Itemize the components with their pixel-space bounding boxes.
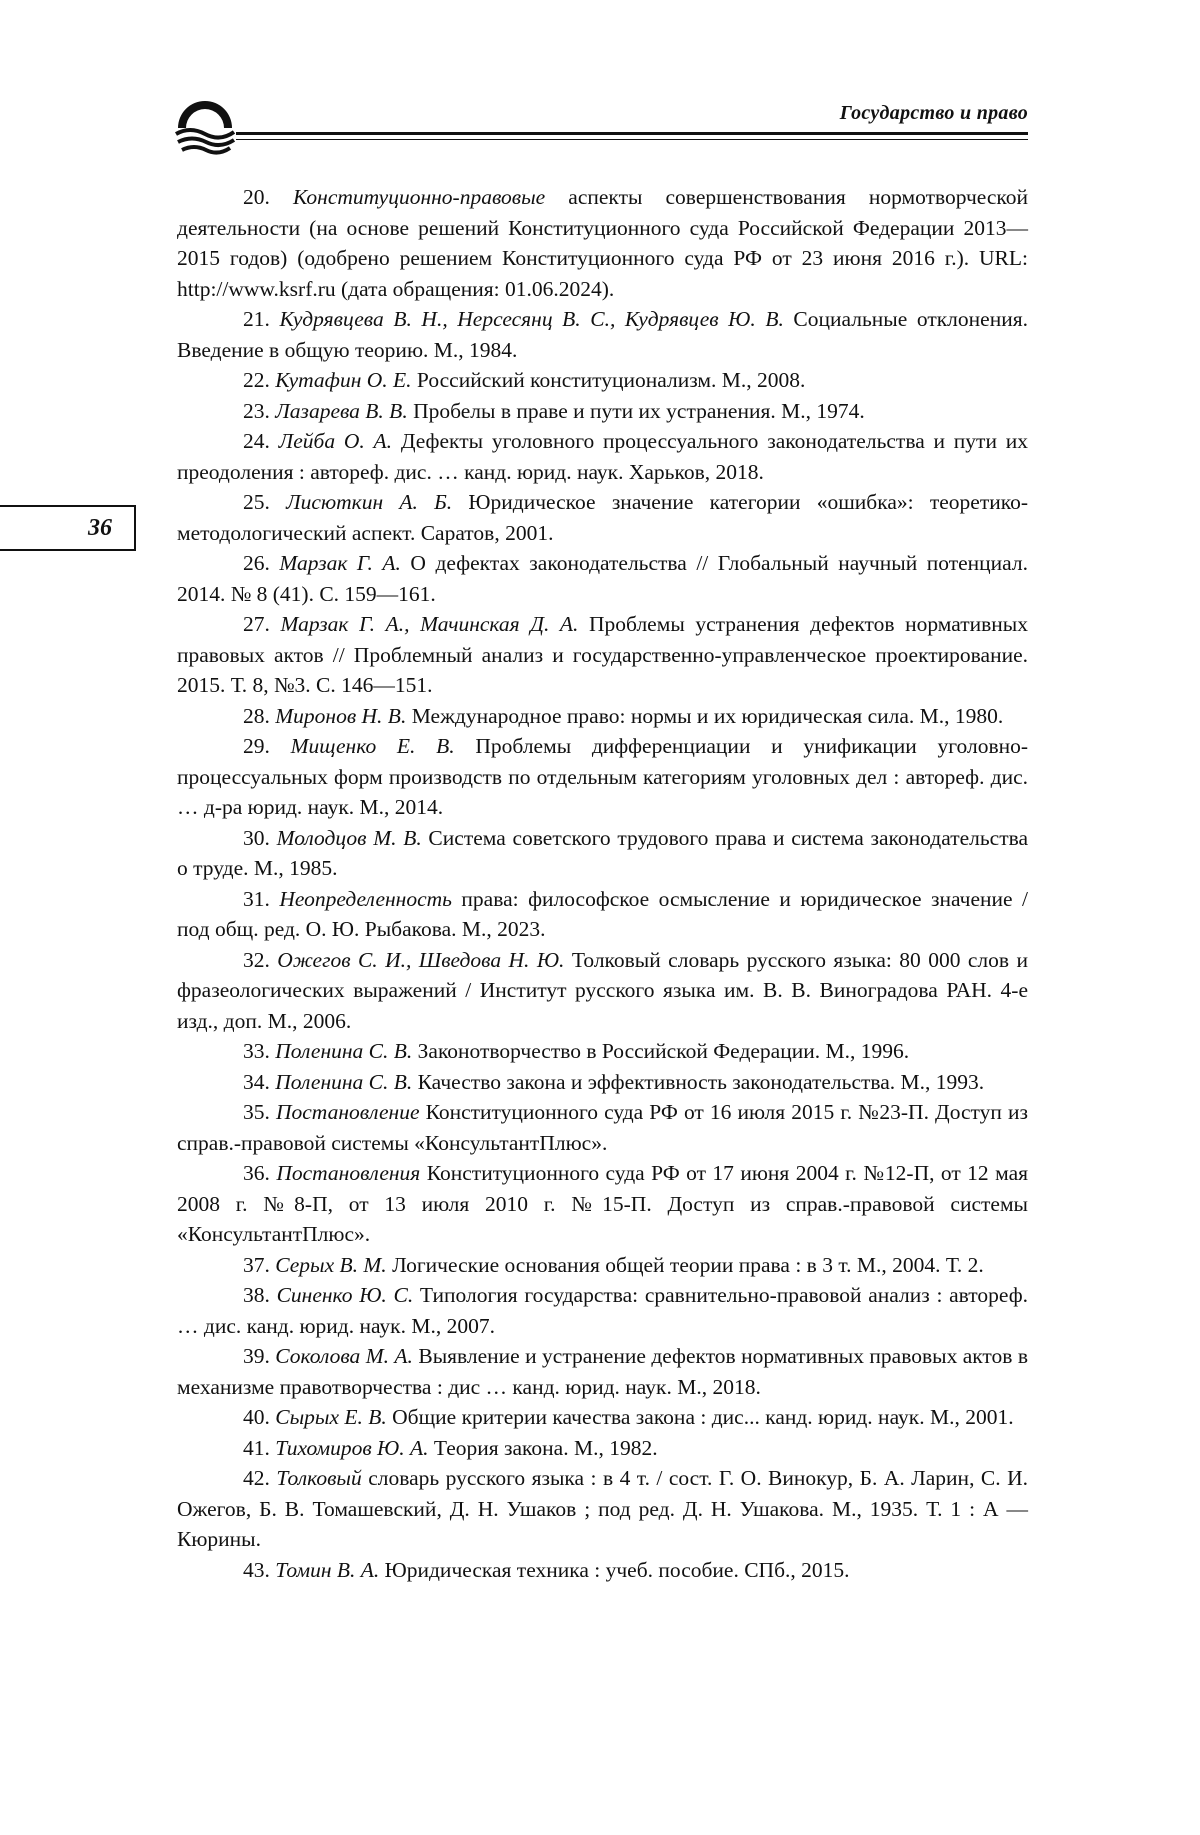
reference-item xyxy=(177,1067,1028,1098)
reference-text: Выявление и устранение дефектов нормативных правовых актов в механизме правотворчества : дис … канд. юрид. наук. М., 2018. xyxy=(177,1344,1029,1399)
reference-author: Сырых Е. В. xyxy=(275,1405,387,1429)
reference-author: Марзак Г. А., Мачинская Д. А. xyxy=(280,612,579,636)
reference-item xyxy=(177,1250,1028,1281)
reference-text: Законотворчество в Российской Федерации. М., 1996. xyxy=(412,1039,910,1063)
header-rule-thin xyxy=(236,139,1028,140)
reference-author: Мищенко Е. В. xyxy=(290,734,455,758)
reference-text: Проблемы дифференциации и унификации уголовно-процессуальных форм производств по отдельным категориям уголовных дел : автореф. дис. … д-ра юрид. наук. М., 2014. xyxy=(177,734,1029,819)
header-rule-thick xyxy=(236,132,1028,135)
reference-number: 35. xyxy=(243,1100,270,1124)
reference-author: Неопределенность xyxy=(279,886,452,911)
reference-list xyxy=(177,182,1028,1585)
reference-number: 22. xyxy=(243,368,270,392)
reference-author: Серых В. М. xyxy=(275,1252,387,1277)
reference-text: Международное право: нормы и их юридическая сила. М., 1980. xyxy=(406,703,1004,728)
reference-text: О дефектах законодательства // Глобальный научный потенциал. 2014. № 8 (41). С. 159—161. xyxy=(177,551,1028,606)
reference-number: 36. xyxy=(243,1161,270,1185)
reference-text: Проблемы устранения дефектов нормативных правовых актов // Проблемный анализ и государственно-управленческое проектирование. 2015. Т. 8, №3. С. 146—151. xyxy=(177,612,1028,697)
reference-item xyxy=(177,1097,1028,1158)
reference-number: 39. xyxy=(243,1344,270,1368)
reference-item xyxy=(177,945,1028,1037)
reference-author: Поленина С. В. xyxy=(275,1039,413,1063)
reference-number: 40. xyxy=(243,1405,270,1429)
reference-number: 37. xyxy=(243,1252,270,1277)
reference-text: Система советского трудового права и система законодательства о труде. М., 1985. xyxy=(177,825,1029,880)
reference-author: Постановление xyxy=(275,1100,420,1124)
reference-text: Пробелы в праве и пути их устранения. М., 1974. xyxy=(407,398,865,423)
reference-author: Кутафин О. Е. xyxy=(275,368,412,392)
page-header xyxy=(172,92,1028,162)
reference-item xyxy=(177,1036,1028,1067)
reference-item xyxy=(177,365,1028,396)
reference-number: 42. xyxy=(243,1466,270,1490)
reference-item xyxy=(177,1555,1028,1586)
reference-item xyxy=(177,1158,1028,1250)
reference-text: права: философское осмысление и юридическое значение / под общ. ред. О. Ю. Рыбакова. М., 2023. xyxy=(177,886,1029,941)
reference-item xyxy=(177,731,1028,823)
reference-item xyxy=(177,548,1028,609)
reference-author: Конституционно-правовые xyxy=(292,185,546,209)
reference-item xyxy=(177,1280,1028,1341)
reference-item xyxy=(177,1341,1028,1402)
page-number-tab xyxy=(0,505,136,551)
reference-author: Ожегов С. И., Шведова Н. Ю. xyxy=(277,947,565,972)
reference-author: Томин В. А. xyxy=(275,1557,380,1582)
reference-author: Кудрявцева В. Н., Нерсесянц В. С., Кудрявцев Ю. В. xyxy=(279,307,784,331)
reference-item xyxy=(177,1433,1028,1464)
reference-item xyxy=(177,304,1028,365)
reference-author: Тихомиров Ю. А. xyxy=(275,1435,429,1460)
journal-title: Государство и право xyxy=(839,102,1028,124)
reference-number: 38. xyxy=(243,1283,270,1307)
reference-number: 43. xyxy=(243,1557,270,1582)
reference-number: 31. xyxy=(243,886,270,911)
reference-text: Юридическая техника : учеб. пособие. СПб., 2015. xyxy=(379,1557,850,1582)
journal-logo-icon xyxy=(172,98,238,158)
reference-number: 28. xyxy=(243,703,270,728)
reference-author: Миронов Н. В. xyxy=(275,703,407,728)
reference-number: 33. xyxy=(243,1039,270,1063)
reference-text: Теория закона. М., 1982. xyxy=(428,1435,658,1460)
reference-number: 30. xyxy=(243,825,270,850)
reference-item xyxy=(177,1463,1028,1555)
reference-number: 24. xyxy=(243,429,270,453)
reference-number: 21. xyxy=(243,307,270,331)
reference-number: 32. xyxy=(243,947,270,972)
reference-text: словарь русского языка : в 4 т. / сост. Г. О. Винокур, Б. А. Ларин, С. И. Ожегов, Б. В. Томашевский, Д. Н. Ушаков ; под ред. Д. Н. Ушакова. М., 1935. Т. 1 : А — Кюрины. xyxy=(177,1466,1028,1551)
reference-number: 34. xyxy=(243,1069,270,1094)
reference-author: Постановления xyxy=(276,1161,421,1185)
reference-item xyxy=(177,426,1028,487)
reference-item xyxy=(177,487,1028,548)
reference-item xyxy=(177,823,1028,884)
reference-author: Лисюткин А. Б. xyxy=(286,490,453,514)
reference-text: Конституционного суда РФ от 16 июля 2015 г. №23-П. Доступ из справ.-правовой системы «КонсультантПлюс». xyxy=(177,1100,1028,1155)
reference-number: 26. xyxy=(243,551,270,575)
reference-number: 20. xyxy=(243,185,270,209)
reference-number: 41. xyxy=(243,1435,270,1460)
reference-item xyxy=(177,884,1028,945)
reference-author: Толковый xyxy=(276,1466,362,1490)
reference-number: 25. xyxy=(243,490,270,514)
reference-number: 23. xyxy=(243,398,270,423)
reference-item xyxy=(177,701,1028,732)
reference-author: Соколова М. А. xyxy=(275,1344,413,1368)
reference-text: Логические основания общей теории права : в 3 т. М., 2004. Т. 2. xyxy=(386,1252,984,1277)
reference-author: Синенко Ю. С. xyxy=(276,1283,414,1307)
reference-item xyxy=(177,609,1028,701)
reference-text: Толковый словарь русского языка: 80 000 слов и фразеологических выражений / Институт русского языка им. В. В. Виноградова РАН. 4-е изд., доп. М., 2006. xyxy=(177,947,1028,1033)
reference-text: Социальные отклонения. Введение в общую теорию. М., 1984. xyxy=(177,307,1028,362)
reference-number: 27. xyxy=(243,612,270,636)
reference-author: Молодцов М. В. xyxy=(276,825,422,850)
reference-author: Поленина С. В. xyxy=(275,1069,413,1094)
reference-author: Марзак Г. А. xyxy=(279,551,401,575)
reference-text: Конституционного суда РФ от 17 июня 2004 г. №12-П, от 12 мая 2008 г. №8-П, от 13 июля 2010 г. №15-П. Доступ из справ.-правовой системы «КонсультантПлюс». xyxy=(177,1161,1029,1246)
reference-text: Качество закона и эффективность законодательства. М., 1993. xyxy=(412,1069,985,1094)
reference-author: Лейба О. А. xyxy=(278,429,393,453)
reference-text: Общие критерии качества закона : дис... канд. юрид. наук. М., 2001. xyxy=(386,1405,1014,1429)
reference-item xyxy=(177,396,1028,427)
reference-author: Лазарева В. В. xyxy=(275,398,408,423)
reference-text: Российский конституционализм. М., 2008. xyxy=(411,368,806,392)
page-number: 36 xyxy=(88,515,112,541)
reference-text: Типология государства: сравнительно-правовой анализ : автореф. … дис. канд. юрид. наук. М., 2007. xyxy=(177,1283,1028,1338)
reference-text: Дефекты уголовного процессуального законодательства и пути их преодоления : автореф. дис. … канд. юрид. наук. Харьков, 2018. xyxy=(177,429,1028,484)
reference-number: 29. xyxy=(243,734,270,758)
reference-text: Юридическое значение категории «ошибка»: теоретико-методологический аспект. Саратов, 2001. xyxy=(177,490,1029,545)
reference-item xyxy=(177,1402,1028,1433)
reference-text: аспекты совершенствования нормотворческой деятельности (на основе решений Конституционного суда Российской Федерации 2013—2015 годов) (одобрено решением Конституционного суда РФ от 23 июня 2016 г.). URL: http://www.ksrf.ru (дата обращения: 01.06.2024). xyxy=(177,185,1028,301)
reference-item xyxy=(177,182,1028,304)
